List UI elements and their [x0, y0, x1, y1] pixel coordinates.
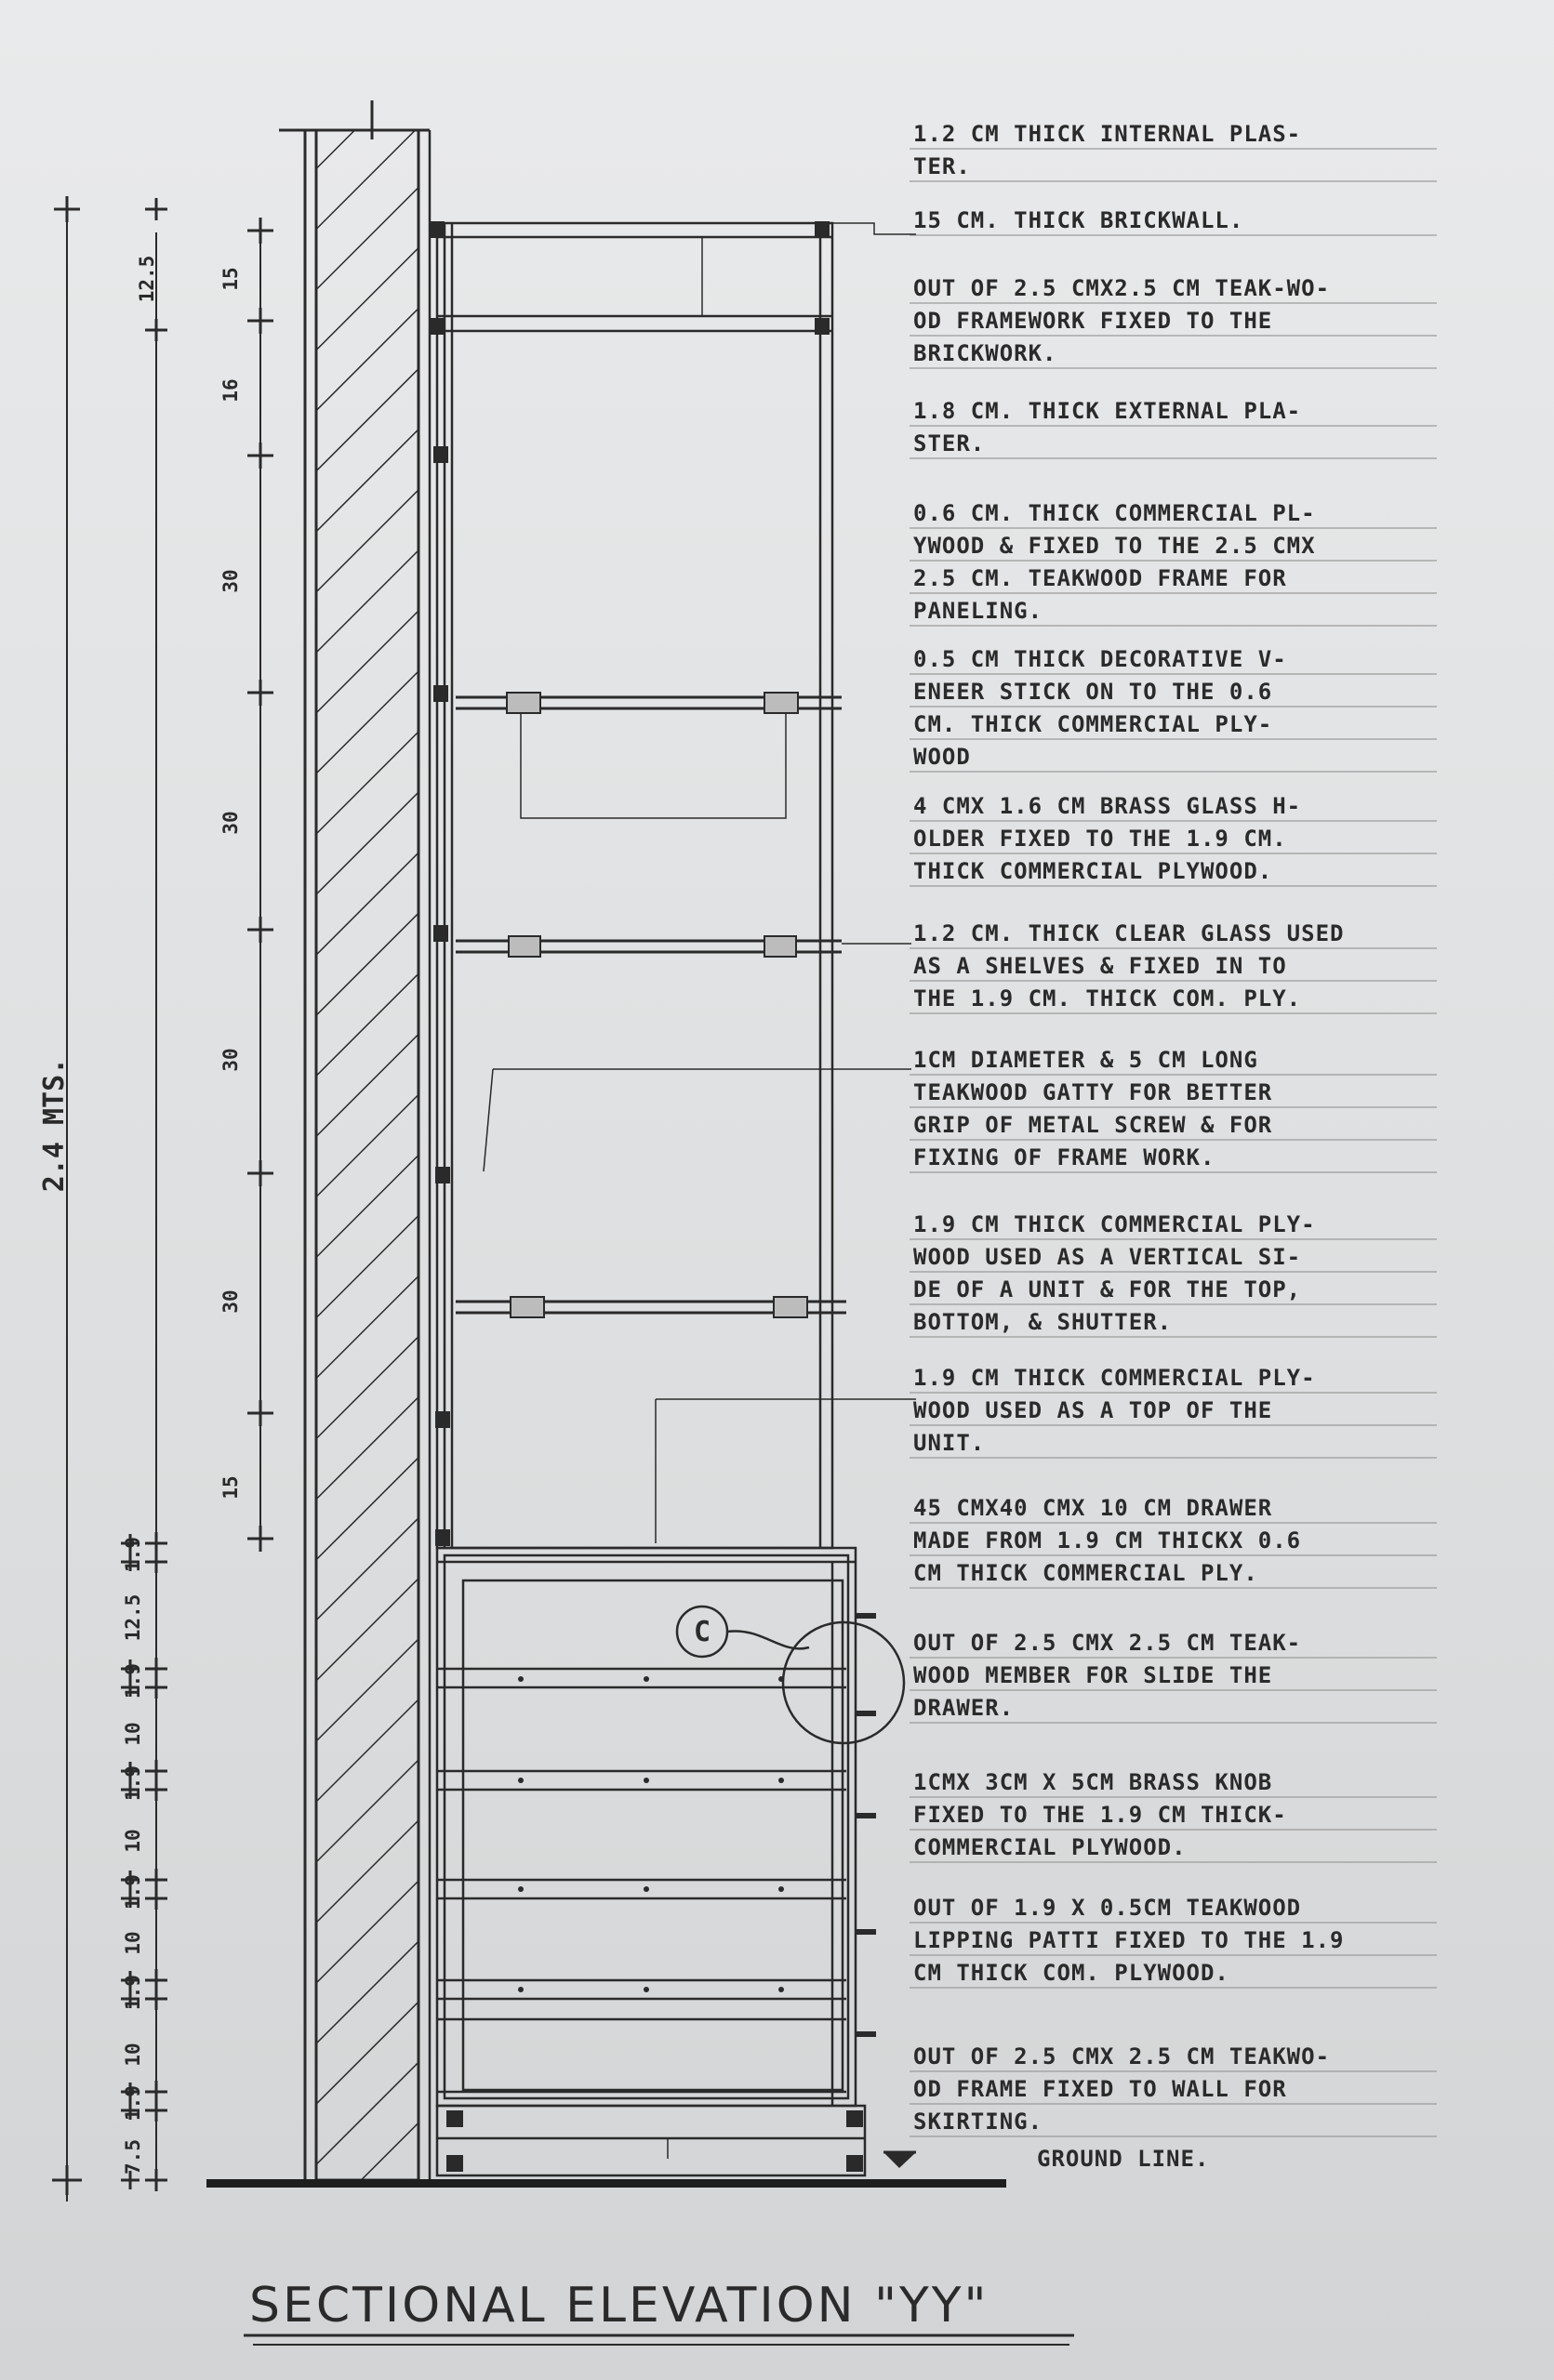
dimension-labels — [122, 256, 242, 2175]
note-line: STER. — [913, 430, 986, 456]
note-line: 2.5 CM. TEAKWOOD FRAME FOR — [913, 565, 1287, 591]
note-line: 0.6 CM. THICK COMMERCIAL PL- — [913, 500, 1316, 526]
glass-shelves — [456, 697, 846, 1313]
brass-knobs — [856, 1613, 876, 2037]
note-line: CM. THICK COMMERCIAL PLY- — [913, 711, 1273, 737]
dimension-label: 16 — [219, 378, 242, 403]
dimension-label: 10 — [122, 1931, 144, 1955]
note-line: OUT OF 1.9 X 0.5CM TEAKWOOD — [913, 1895, 1302, 1921]
dimension-label: 15 — [219, 1475, 242, 1500]
dimension-label: 10 — [122, 2043, 144, 2067]
upper-unit-frame — [437, 223, 832, 1548]
dimension-label: 10 — [122, 1722, 144, 1746]
screw-points — [518, 1676, 784, 1992]
note-line: OD FRAME FIXED TO WALL FOR — [913, 2076, 1287, 2102]
overall-height-label: 2.4 MTS. — [38, 1057, 71, 1193]
dimension-label: 1.9 — [122, 1765, 144, 1801]
note-line: 1.9 CM THICK COMMERCIAL PLY- — [913, 1365, 1316, 1391]
note-line: OUT OF 2.5 CMX 2.5 CM TEAK- — [913, 1630, 1302, 1656]
note-line: OUT OF 2.5 CMX 2.5 CM TEAKWO- — [913, 2043, 1331, 2069]
note-block — [913, 207, 1243, 233]
dimension-label: 30 — [219, 1048, 242, 1072]
dimension-label: 12.5 — [122, 1593, 144, 1642]
dimension-label: 7.5 — [122, 2139, 144, 2175]
note-block — [913, 398, 1301, 456]
note-line: GRIP OF METAL SCREW & FOR — [913, 1112, 1273, 1138]
dimension-label: 10 — [122, 1829, 144, 1853]
note-line: 1.2 CM THICK INTERNAL PLAS- — [913, 121, 1302, 147]
dimension-label: 30 — [219, 811, 242, 835]
note-line: WOOD USED AS A VERTICAL SI- — [913, 1244, 1302, 1270]
note-line: WOOD MEMBER FOR SLIDE THE — [913, 1662, 1273, 1688]
note-line: FIXING OF FRAME WORK. — [913, 1144, 1215, 1170]
note-line: SKIRTING. — [913, 2109, 1043, 2135]
dimension-label: 1.9 — [122, 1874, 144, 1910]
note-block — [913, 793, 1301, 884]
note-line: THE 1.9 CM. THICK COM. PLY. — [913, 985, 1302, 1012]
note-block — [913, 1365, 1316, 1456]
note-line: OLDER FIXED TO THE 1.9 CM. — [913, 826, 1287, 852]
note-line: 45 CMX40 CMX 10 CM DRAWER — [913, 1495, 1273, 1521]
note-line: YWOOD & FIXED TO THE 2.5 CMX — [913, 533, 1316, 559]
drawing-title: SECTIONAL ELEVATION "YY" — [249, 2278, 990, 2334]
dimension-label: 1.9 — [122, 1975, 144, 2010]
note-block — [913, 275, 1330, 366]
detail-callout-c — [677, 1606, 904, 1743]
note-block — [913, 920, 1344, 1012]
note-line: 1.9 CM THICK COMMERCIAL PLY- — [913, 1211, 1316, 1237]
note-line: LIPPING PATTI FIXED TO THE 1.9 — [913, 1927, 1345, 1953]
note-line: FIXED TO THE 1.9 CM THICK- — [913, 1802, 1287, 1828]
note-line: 0.5 CM THICK DECORATIVE V- — [913, 646, 1287, 672]
note-line: COMMERCIAL PLYWOOD. — [913, 1834, 1187, 1860]
ground-line-label: GROUND LINE. — [1037, 2146, 1210, 2172]
note-line: ENEER STICK ON TO THE 0.6 — [913, 679, 1273, 705]
note-block — [913, 500, 1316, 624]
note-block — [913, 121, 1301, 179]
note-line: WOOD USED AS A TOP OF THE — [913, 1397, 1273, 1423]
dimension-ticks — [52, 196, 273, 2195]
note-block — [913, 1895, 1344, 1986]
note-line: 1.2 CM. THICK CLEAR GLASS USED — [913, 920, 1345, 946]
dimension-label: 15 — [219, 267, 242, 291]
note-line: TEAKWOOD GATTY FOR BETTER — [913, 1079, 1273, 1105]
dimension-label: 12.5 — [136, 255, 158, 303]
note-line: BOTTOM, & SHUTTER. — [913, 1309, 1173, 1335]
note-line: MADE FROM 1.9 CM THICKX 0.6 — [913, 1527, 1302, 1554]
dimension-label: 30 — [219, 569, 242, 593]
note-block — [913, 1211, 1316, 1335]
brass-glass-holders — [507, 693, 807, 1317]
note-line: AS A SHELVES & FIXED IN TO — [913, 953, 1287, 979]
dimension-lines — [67, 200, 260, 2202]
note-line: 1CMX 3CM X 5CM BRASS KNOB — [913, 1769, 1273, 1795]
note-block — [913, 646, 1287, 770]
leader-lines — [484, 223, 916, 1543]
note-line: 4 CMX 1.6 CM BRASS GLASS H- — [913, 793, 1302, 819]
note-block — [913, 1495, 1301, 1586]
dimension-label: 30 — [219, 1289, 242, 1314]
note-line: TER. — [913, 153, 971, 179]
note-line: DE OF A UNIT & FOR THE TOP, — [913, 1276, 1302, 1302]
note-line: DRAWER. — [913, 1695, 1015, 1721]
note-block — [913, 2043, 1330, 2135]
note-line: PANELING. — [913, 598, 1043, 624]
note-line: WOOD — [913, 744, 971, 770]
note-line: BRICKWORK. — [913, 340, 1057, 366]
callout-label: C — [693, 1616, 711, 1648]
note-line: UNIT. — [913, 1430, 986, 1456]
note-line: OUT OF 2.5 CMX2.5 CM TEAK-WO- — [913, 275, 1331, 301]
note-line: 1CM DIAMETER & 5 CM LONG — [913, 1047, 1258, 1073]
note-line: CM THICK COMMERCIAL PLY. — [913, 1560, 1258, 1586]
dimension-label: 1.9 — [122, 2085, 144, 2121]
note-line: OD FRAMEWORK FIXED TO THE — [913, 308, 1273, 334]
dimension-label: 1.9 — [122, 1537, 144, 1572]
annotation-notes — [913, 121, 1344, 2135]
note-line: 15 CM. THICK BRICKWALL. — [913, 207, 1244, 233]
note-block — [913, 1769, 1287, 1860]
note-line: 1.8 CM. THICK EXTERNAL PLA- — [913, 398, 1302, 424]
brick-wall — [279, 100, 430, 2180]
note-line: CM THICK COM. PLYWOOD. — [913, 1960, 1229, 1986]
dimension-label: 1.9 — [122, 1663, 144, 1699]
note-block — [913, 1630, 1301, 1721]
note-block — [913, 1047, 1272, 1170]
drawer-unit — [437, 1548, 865, 2175]
note-line: THICK COMMERCIAL PLYWOOD. — [913, 858, 1273, 884]
